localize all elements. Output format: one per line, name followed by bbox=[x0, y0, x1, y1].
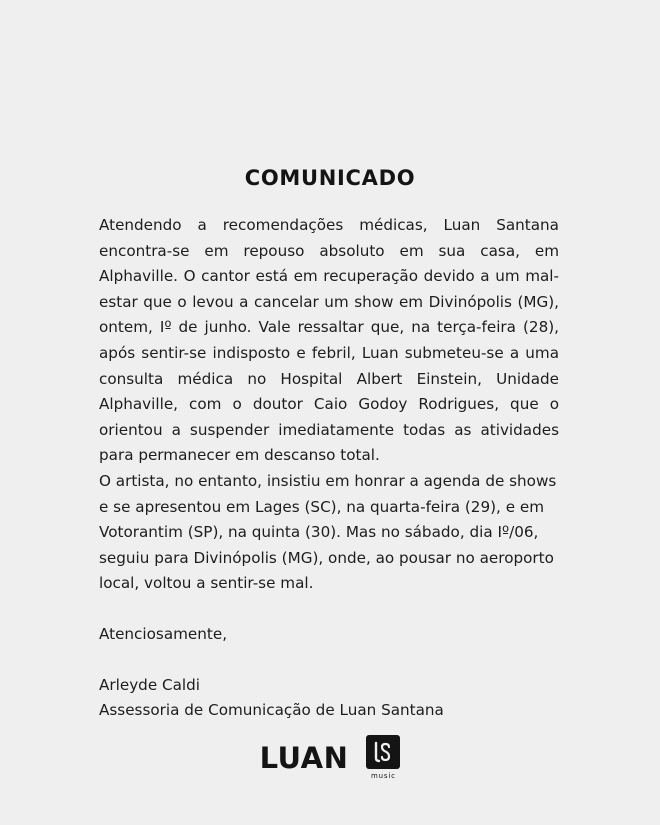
paragraph-2: O artista, no entanto, insistiu em honrar a agenda de shows e se apresentou em Lages (SC), na quarta-feira (29), e em Votorantim (SP), na quinta (30). Mas no sábado, dia Iº/06, seguiu para Divinópolis (MG), onde, ao pousar no aeroporto local, voltou a sentir-se mal. bbox=[99, 471, 557, 593]
signature-name: Arleyde Caldi bbox=[99, 675, 200, 694]
signature-block bbox=[99, 673, 559, 724]
logo-sublabel: music bbox=[371, 772, 396, 780]
ls-music-logo bbox=[366, 735, 400, 780]
paragraph-1: Atendendo a recomendações médicas, Luan Santana encontra-se em repouso absoluto em sua casa, em Alphaville. O cantor está em recuperação devido a um mal-estar que o levou a cancelar um show em Divinópolis (MG), ontem, Iº de junho. Vale ressaltar que, na terça-feira (28), após sentir-se indisposto e febril, Luan submeteu-se a uma consulta médica no Hospital Albert Einstein, Unidade Alphaville, com o doutor Caio Godoy Rodrigues, que o orientou a suspender imediatamente todas as atividades para permanecer em descanso total. bbox=[99, 216, 559, 465]
ls-monogram-icon bbox=[366, 735, 400, 769]
footer-branding bbox=[0, 735, 660, 780]
closing-block bbox=[99, 622, 559, 648]
signature-role: Assessoria de Comunicação de Luan Santana bbox=[99, 701, 444, 720]
luan-wordmark: LUAN bbox=[259, 740, 349, 775]
page-title: COMUNICADO bbox=[244, 166, 416, 190]
document-body bbox=[99, 213, 559, 724]
closing-line: Atenciosamente, bbox=[99, 624, 228, 643]
